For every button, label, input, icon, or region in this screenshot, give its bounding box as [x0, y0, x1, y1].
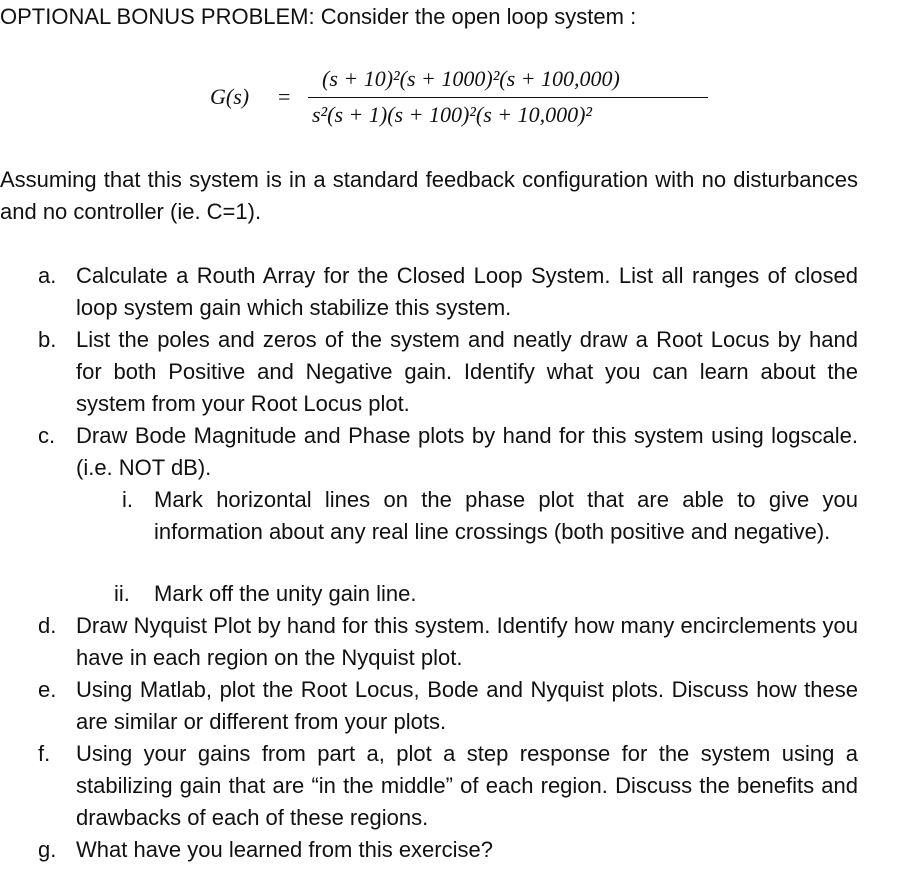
item-b-marker: b.: [38, 327, 57, 352]
item-g-marker: g.: [38, 837, 57, 862]
subitem-i-text: Mark horizontal lines on the phase plot that are able to give you information about any real line crossings (both positive and negative).: [154, 487, 858, 544]
item-a-marker: a.: [38, 263, 57, 288]
item-e-marker: e.: [38, 677, 57, 702]
item-d-text: Draw Nyquist Plot by hand for this system. Identify how many encirclements you have in each region on the Nyquist plot.: [76, 613, 858, 670]
subitem-ii-text: Mark off the unity gain line.: [154, 581, 417, 606]
item-c-marker: c.: [38, 423, 56, 448]
equation-lhs: G(s): [210, 84, 250, 109]
item-a-text: Calculate a Routh Array for the Closed Loop System. List all ranges of closed loop system gain which stabilize this system.: [76, 263, 858, 320]
fraction-bar: [308, 97, 708, 98]
equation-denominator: s²(s + 1)(s + 100)²(s + 10,000)²: [312, 102, 593, 127]
equation-equals: =: [278, 84, 291, 109]
item-d-marker: d.: [38, 613, 57, 638]
subitem-ii-marker: ii.: [114, 581, 130, 606]
problem-heading: OPTIONAL BONUS PROBLEM: Consider the open loop system :: [0, 4, 637, 29]
item-f-text: Using your gains from part a, plot a step response for the system using a stabilizing gain that are “in the middle” of each region. Discuss the benefits and drawbacks of each of these regions.: [76, 741, 858, 830]
item-c-text: Draw Bode Magnitude and Phase plots by hand for this system using logscale. (i.e. NOT dB).: [76, 423, 858, 480]
item-b-text: List the poles and zeros of the system and neatly draw a Root Locus by hand for both Positive and Negative gain. Identify what you can learn about the system from your Root Locus plot.: [76, 327, 858, 416]
equation-numerator: (s + 10)²(s + 1000)²(s + 100,000): [322, 66, 620, 91]
item-e-text: Using Matlab, plot the Root Locus, Bode and Nyquist plots. Discuss how these are similar or different from your plots.: [76, 677, 858, 734]
subitem-i-marker: i.: [122, 487, 133, 512]
item-g-text: What have you learned from this exercise?: [76, 837, 493, 862]
intro-paragraph: Assuming that this system is in a standard feedback configuration with no disturbances and no controller (ie. C=1).: [0, 167, 858, 224]
item-f-marker: f.: [38, 741, 51, 766]
